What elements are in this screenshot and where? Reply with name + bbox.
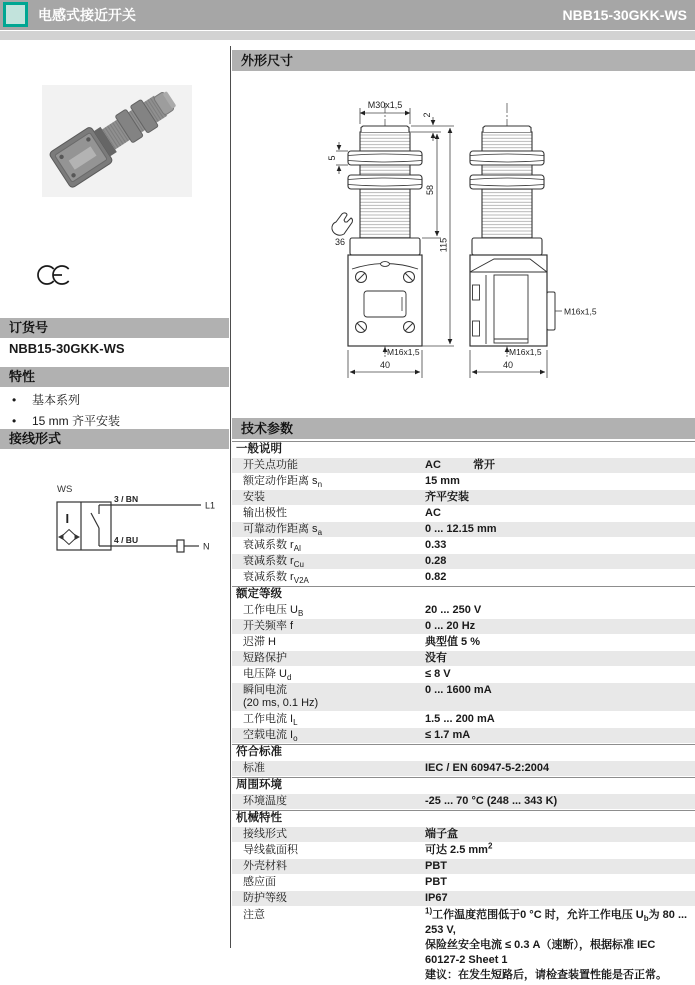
row-value: AC bbox=[425, 507, 441, 519]
table-row bbox=[232, 712, 695, 727]
table-row bbox=[232, 907, 695, 984]
table-row bbox=[232, 490, 695, 505]
arrow-right-icon bbox=[75, 534, 81, 540]
dim-40-front-label: 40 bbox=[379, 360, 391, 370]
table-row bbox=[232, 619, 695, 634]
dim-115-label: 115 bbox=[438, 237, 449, 253]
dimensions-drawing bbox=[298, 95, 688, 385]
row-value: IEC / EN 60947-5-2:2004 bbox=[425, 762, 550, 774]
order-number-value: NBB15-30GKK-WS bbox=[9, 341, 125, 356]
row-label: 瞬间电流 (20 ms, 0.1 Hz) bbox=[243, 684, 319, 709]
table-row bbox=[232, 891, 695, 906]
row-label: 外壳材料 bbox=[243, 860, 287, 872]
row-label: 短路保护 bbox=[243, 652, 287, 664]
table-row bbox=[232, 843, 695, 858]
table-row bbox=[232, 794, 695, 809]
dim-m16-front-bottom-label: M16x1,5 bbox=[387, 347, 420, 357]
table-row bbox=[232, 635, 695, 650]
row-value: PBT bbox=[425, 860, 447, 872]
table-row bbox=[232, 683, 695, 711]
dim-58-label: 58 bbox=[425, 184, 435, 196]
top-bar bbox=[0, 0, 695, 30]
row-value: 齐平安装 bbox=[425, 491, 469, 503]
row-value: AC 常开 bbox=[425, 459, 495, 471]
arrow-left-icon bbox=[58, 534, 64, 540]
table-row bbox=[232, 458, 695, 473]
row-label: 空载电流 $I_o$ bbox=[243, 729, 298, 744]
wire-bottom-label: 4 / BU bbox=[114, 535, 139, 545]
row-label: 注意 bbox=[243, 909, 265, 921]
row-value: 15 mm bbox=[425, 475, 460, 487]
product-photo bbox=[42, 85, 192, 197]
dim-wrench-label: 36 bbox=[335, 237, 346, 247]
feature-label: 15 mm 齐平安装 bbox=[32, 414, 121, 428]
row-label: 开关频率 f bbox=[243, 620, 294, 632]
feature-item bbox=[0, 390, 229, 411]
table-row bbox=[232, 827, 695, 842]
row-value: 0 ... 1600 mA bbox=[425, 684, 492, 696]
row-label: 额定动作距离 $s_n$ bbox=[243, 475, 323, 490]
row-value: 没有 bbox=[425, 652, 447, 664]
wiring-diagram bbox=[44, 480, 219, 575]
wire-top-label: 3 / BN bbox=[114, 494, 139, 504]
dim-m30-label: M30x1,5 bbox=[367, 100, 403, 110]
row-value: 20 ... 250 V bbox=[425, 604, 482, 616]
sensor-symbol: I bbox=[65, 511, 70, 526]
row-value: PBT bbox=[425, 876, 447, 888]
row-value: 可达 2.5 $mm^2$ bbox=[425, 841, 493, 856]
feature-label: 基本系列 bbox=[32, 393, 81, 407]
dimensions-header: 外形尺寸 bbox=[232, 50, 695, 71]
row-value-2: 常开 bbox=[473, 459, 495, 471]
table-row bbox=[232, 474, 695, 489]
wiring-name: WS bbox=[57, 484, 73, 495]
table-section-header: 周围环境 bbox=[232, 777, 695, 793]
row-value: $^{1)}$工作温度范围低于0 °C 时，允许工作电压 $U_b$为 80 ... 253 V, 保险丝安全电流 ≤ 0.3 A（速断），根据标准 IEC 60127-2 Sheet 1 建议：在发生短路后，请检查装置性能是否正常。 bbox=[425, 906, 688, 981]
row-value: 0 ... 20 Hz bbox=[425, 620, 476, 632]
features-header: 特性 bbox=[0, 367, 229, 387]
table-row bbox=[232, 603, 695, 618]
row-label: 输出极性 bbox=[243, 507, 287, 519]
wire-bottom-line: N bbox=[203, 541, 210, 552]
table-row bbox=[232, 554, 695, 569]
row-label: 衰减系数 $r_{Al}$ bbox=[243, 539, 301, 554]
row-value: 1.5 ... 200 mA bbox=[425, 713, 495, 725]
dim-5-label: 5 bbox=[327, 155, 337, 161]
row-label: 安装 bbox=[243, 491, 265, 503]
page-title: 电感式接近开关 bbox=[38, 7, 136, 23]
row-label: 衰减系数 $r_{V2A}$ bbox=[243, 571, 309, 586]
dim-m16-side-label: M16x1,5 bbox=[564, 306, 597, 317]
connection-type-header: 接线形式 bbox=[0, 429, 229, 449]
table-row bbox=[232, 667, 695, 682]
row-label: 工作电压 $U_B$ bbox=[243, 604, 304, 619]
row-value: IP67 bbox=[425, 892, 448, 904]
header-substrip bbox=[0, 31, 695, 40]
row-label: 衰减系数 $r_{Cu}$ bbox=[243, 555, 304, 570]
row-label: 迟滞 H bbox=[243, 636, 276, 648]
tech-table bbox=[232, 441, 695, 985]
row-label: 环境温度 bbox=[243, 795, 287, 807]
table-row bbox=[232, 728, 695, 743]
row-label: 感应面 bbox=[243, 876, 276, 888]
table-row bbox=[232, 761, 695, 776]
row-value: ≤ 8 V bbox=[425, 668, 451, 680]
row-value: 0.82 bbox=[425, 571, 447, 583]
table-row bbox=[232, 538, 695, 553]
bullet-icon: • bbox=[12, 414, 17, 428]
product-code: NBB15-30GKK-WS bbox=[562, 7, 687, 23]
table-row bbox=[232, 522, 695, 537]
table-section-header: 符合标准 bbox=[232, 744, 695, 760]
table-section-header: 额定等级 bbox=[232, 586, 695, 602]
table-row bbox=[232, 570, 695, 585]
row-label: 接线形式 bbox=[243, 828, 287, 840]
row-value: 端子盒 bbox=[425, 828, 458, 840]
row-value: 0 ... 12.15 mm bbox=[425, 523, 497, 535]
row-value: -25 ... 70 °C (248 ... 343 K) bbox=[425, 795, 558, 807]
table-section-header: 一般说明 bbox=[232, 441, 695, 457]
row-label: 工作电流 $I_L$ bbox=[243, 713, 298, 728]
bullet-icon: • bbox=[12, 393, 17, 407]
features-list bbox=[0, 390, 229, 432]
row-label: 电压降 $U_d$ bbox=[243, 668, 292, 683]
dim-40-side-label: 40 bbox=[502, 360, 514, 370]
brand-icon bbox=[3, 2, 28, 27]
row-label: 开关点功能 bbox=[243, 459, 298, 471]
table-row bbox=[232, 875, 695, 890]
tech-params-header: 技术参数 bbox=[232, 418, 695, 439]
wrench-icon bbox=[332, 213, 353, 235]
row-label: 标准 bbox=[243, 762, 265, 774]
row-value: 典型值 5 % bbox=[425, 636, 481, 648]
table-row bbox=[232, 859, 695, 874]
table-row bbox=[232, 651, 695, 666]
row-label: 防护等级 bbox=[243, 892, 287, 904]
dim-2-label: 2 bbox=[422, 112, 432, 118]
wire-top-line: L1 bbox=[205, 500, 216, 511]
row-value: ≤ 1.7 mA bbox=[425, 729, 471, 741]
table-section-header: 机械特性 bbox=[232, 810, 695, 826]
row-label: 可靠动作距离 $s_a$ bbox=[243, 523, 323, 538]
row-value: 0.28 bbox=[425, 555, 447, 567]
row-value: 0.33 bbox=[425, 539, 447, 551]
order-number-header: 订货号 bbox=[0, 318, 229, 338]
row-label: 导线截面积 bbox=[243, 844, 298, 856]
table-row bbox=[232, 506, 695, 521]
column-divider bbox=[230, 46, 231, 948]
ce-mark-icon bbox=[36, 262, 72, 288]
dim-m16-side-bottom-label: M16x1,5 bbox=[509, 347, 542, 357]
